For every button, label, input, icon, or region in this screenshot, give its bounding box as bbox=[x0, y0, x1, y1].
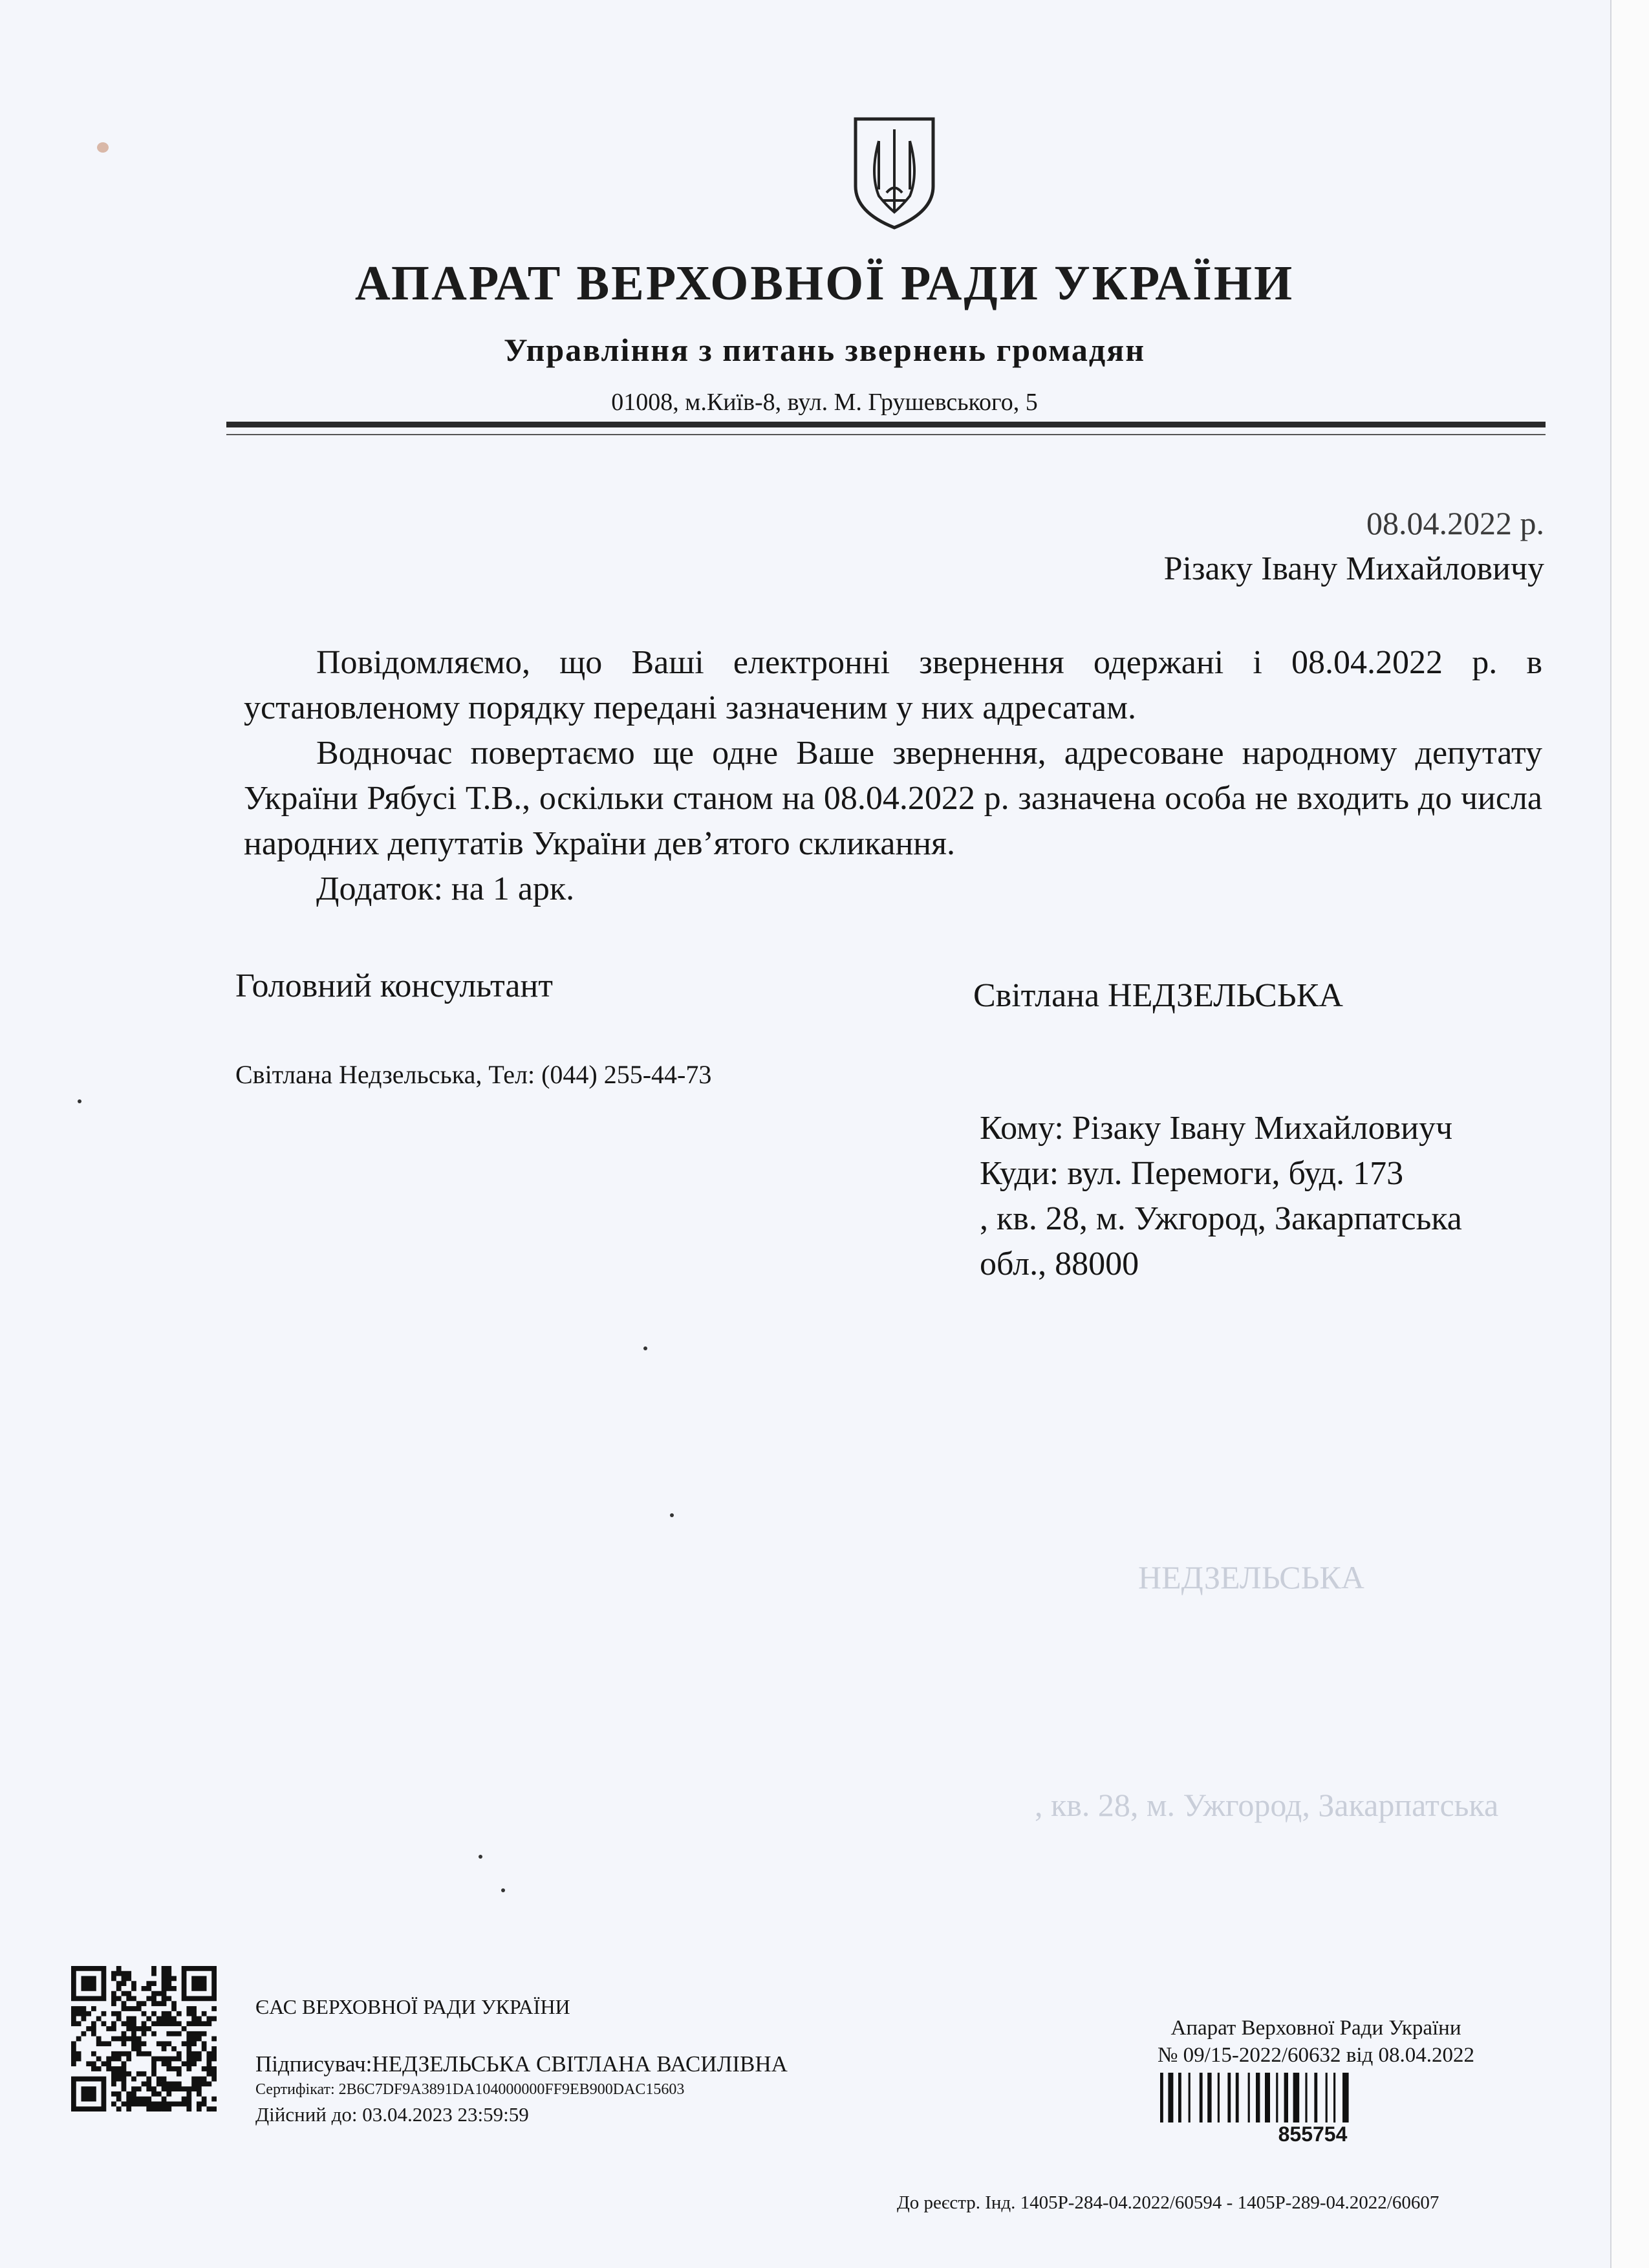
contact-info: Світлана Недзельська, Тел: (044) 255-44-73 bbox=[235, 1060, 712, 1089]
paper-stain bbox=[97, 142, 109, 153]
mailing-address-line: Куди: вул. Перемоги, буд. 173 bbox=[980, 1155, 1404, 1192]
mailing-address-line: Кому: Різаку Івану Михайловиуч bbox=[980, 1110, 1453, 1147]
barcode-number: 855754 bbox=[1278, 2122, 1348, 2146]
header-divider bbox=[226, 422, 1546, 427]
letter-date: 08.04.2022 р. bbox=[1366, 505, 1544, 541]
show-through-text-1: НЕДЗЕЛЬСЬКА bbox=[1138, 1559, 1364, 1595]
department-name: Управління з питань звернень громадян bbox=[503, 332, 1146, 368]
barcode-bar bbox=[1265, 2073, 1270, 2122]
e-signature-certificate: Сертифікат: 2B6C7DF9A3891DA104000000FF9EB900DAC15603 bbox=[255, 2081, 685, 2098]
barcode-bar bbox=[1168, 2073, 1173, 2122]
barcode-bar bbox=[1305, 2073, 1307, 2122]
barcode-bar bbox=[1284, 2073, 1288, 2122]
barcode-bar bbox=[1333, 2073, 1335, 2122]
body-paragraph-2-text: Водночас повертаємо ще одне Ваше звернення, адресоване народному депутату України Рябусі Т.В., оскільки станом на 08.04.2022 р. зазначена особа не входить до числа народних депутатів України дев’ятого скликання. bbox=[244, 735, 1542, 862]
body-paragraph-1 bbox=[244, 640, 1542, 731]
barcode-bar bbox=[1326, 2073, 1328, 2122]
barcode-bar bbox=[1200, 2073, 1203, 2122]
signer-name: Світлана НЕДЗЕЛЬСЬКА bbox=[973, 977, 1343, 1014]
e-signature-system-title: ЄАС ВЕРХОВНОЇ РАДИ УКРАЇНИ bbox=[255, 1995, 570, 2018]
header-divider-thin bbox=[226, 434, 1546, 435]
barcode-bar bbox=[1293, 2073, 1300, 2122]
organization-title: АПАРАТ ВЕРХОВНОЇ РАДИ УКРАЇНИ bbox=[354, 256, 1295, 310]
qr-modules bbox=[71, 1966, 217, 2111]
mailing-address-line: обл., 88000 bbox=[980, 1246, 1139, 1282]
barcode-bar bbox=[1189, 2073, 1191, 2122]
qr-code bbox=[71, 1966, 217, 2111]
show-through-text-2: , кв. 28, м. Ужгород, Закарпатська bbox=[1035, 1787, 1499, 1823]
barcode-bar bbox=[1207, 2073, 1211, 2122]
speck bbox=[670, 1513, 674, 1517]
registration-organization: Апарат Верховної Ради України bbox=[1170, 2016, 1461, 2040]
barcode-bar bbox=[1248, 2073, 1250, 2122]
barcode-bar bbox=[1236, 2073, 1239, 2122]
organization-address: 01008, м.Київ-8, вул. М. Грушевського, 5 bbox=[611, 389, 1038, 416]
e-signature-signer: Підписувач:НЕДЗЕЛЬСЬКА СВІТЛАНА ВАСИЛІВНА bbox=[255, 2051, 788, 2077]
mailing-address bbox=[980, 1106, 1549, 1287]
speck bbox=[501, 1888, 505, 1892]
barcode-bar bbox=[1227, 2073, 1231, 2122]
registration-number: № 09/15-2022/60632 від 08.04.2022 bbox=[1157, 2044, 1475, 2067]
barcode-bar bbox=[1256, 2073, 1260, 2122]
barcode-bar bbox=[1342, 2073, 1349, 2122]
recipient-name: Різаку Івану Михайловичу bbox=[1163, 550, 1544, 587]
register-reference: До реєстр. Інд. 1405Р-284-04.2022/60594 - 1405Р-289-04.2022/60607 bbox=[897, 2192, 1439, 2213]
barcode bbox=[1158, 2073, 1468, 2122]
barcode-bar bbox=[1314, 2073, 1317, 2122]
speck bbox=[643, 1346, 647, 1350]
e-signature-validity: Дійсний до: 03.04.2023 23:59:59 bbox=[255, 2103, 529, 2126]
barcode-bar bbox=[1178, 2073, 1181, 2122]
signer-position: Головний консультант bbox=[235, 967, 554, 1004]
barcode-bar bbox=[1276, 2073, 1278, 2122]
barcode-bar bbox=[1160, 2073, 1163, 2122]
mailing-address-line: , кв. 28, м. Ужгород, Закарпатська bbox=[980, 1200, 1462, 1237]
attachment-note: Додаток: на 1 арк. bbox=[316, 870, 575, 907]
speck bbox=[479, 1855, 482, 1859]
speck bbox=[78, 1099, 81, 1103]
body-paragraph-2 bbox=[244, 731, 1542, 867]
coat-of-arms-emblem bbox=[850, 115, 938, 232]
barcode-bar bbox=[1218, 2073, 1220, 2122]
body-paragraph-1-text: Повідомляємо, що Ваші електронні звернення одержані і 08.04.2022 р. в установленому порядку передані зазначеним у них адресатам. bbox=[244, 644, 1542, 726]
